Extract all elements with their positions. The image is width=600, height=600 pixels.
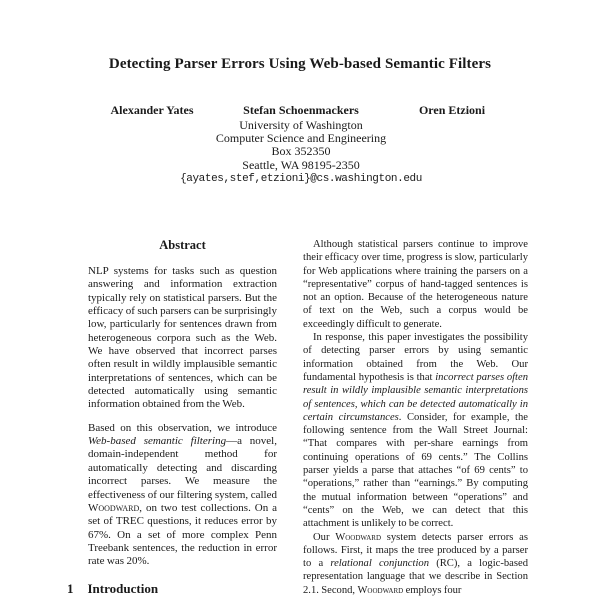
section-title: Introduction bbox=[87, 580, 159, 596]
affiliation-line-city: Seattle, WA 98195-2350 bbox=[242, 157, 360, 172]
affiliation-line-department: Computer Science and Engineering bbox=[215, 131, 387, 146]
affiliation-block bbox=[1, 119, 600, 186]
affiliation-line-box: Box 352350 bbox=[271, 144, 331, 159]
body-paragraph-2: In response, this paper investigates the possibility of detecting parser errors by using semantic information obtained from the Web. Our fundamental hypothesis is that incorrect parses often result in wildly implausible semantic interpretations of sentences, which can be detected automatically in certain circumstances. Consider, for example, the following sentence from the Wall Street Journal: “That compares with per-share earnings from continuing operations of 69 cents.” The Collins parser yields a parse that attaches “of 69 cents” to “operations,” rather than “earnings.” By computing the mutual information between “operations” and “cents” on the Web, we can detect that this attachment is unlikely to be correct. bbox=[303, 332, 528, 530]
abstract-paragraph-2: Based on this observation, we introduce Web-based semantic filtering—a novel, domain-independent method for automatically detecting and discarding incorrect parses. We measure the effectiveness of our filtering system, called Woodward, on two test collections. On a set of TREC questions, it reduces error by 67%. On a set of more complex Penn Treebank sentences, the reduction in error rate was 20%. bbox=[88, 421, 277, 568]
section-number: 1 bbox=[67, 580, 74, 596]
body-paragraph-3: Our Woodward system detects parser errors as follows. First, it maps the tree produced by a parser to a relational conjunction (RC), a logic-based representation language that we describe in Section 2.1. Second, Woodward employs four bbox=[303, 531, 528, 596]
author-name-2: Stefan Schoenmackers bbox=[243, 103, 359, 117]
affiliation-line-institution: University of Washington bbox=[239, 118, 363, 132]
right-column bbox=[303, 238, 528, 597]
paper-title: Detecting Parser Errors Using Web-based Semantic Filters bbox=[108, 56, 492, 72]
abstract-paragraph-1: NLP systems for tasks such as question answering and information extraction typically rely on statistical parsers. But the efficacy of such parsers can be surprisingly low, particularly for sentences drawn from heterogeneous corpora such as the Web. We have observed that incorrect parses often result in wildly implausible semantic interpretations of sentences, which can be detected automatically using semantic information obtained from the Web. bbox=[88, 265, 277, 411]
section-heading-introduction bbox=[67, 581, 295, 596]
left-column bbox=[67, 238, 295, 596]
author-name-3: Oren Etzioni bbox=[418, 103, 486, 117]
body-paragraph-1: Although statistical parsers continue to improve their efficacy over time, progress is slow, particularly for Web applications where training the parsers on a “representative” corpus of hand-tagged sentences is not an option. Because of the heterogeneous nature of text on the Web, such a corpus would be exceedingly difficult to generate. bbox=[303, 239, 528, 330]
author-name-1: Alexander Yates bbox=[110, 103, 194, 117]
abstract-heading: Abstract bbox=[159, 238, 206, 252]
email-address: {ayates,stef,etzioni}@cs.washington.edu bbox=[180, 172, 422, 185]
